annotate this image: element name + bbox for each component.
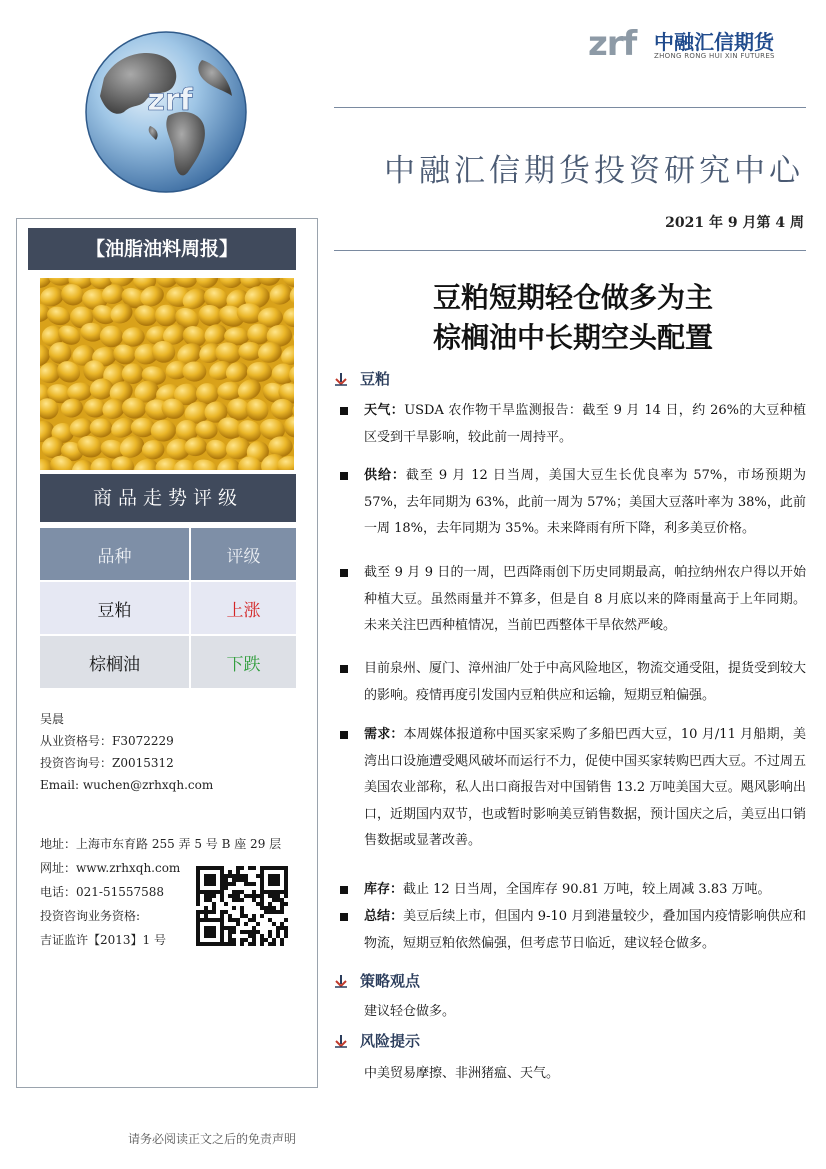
section-strategy-title: 策略观点 xyxy=(334,970,420,991)
qualification-label: 投资咨询业务资格: xyxy=(40,909,141,923)
list-item: 总结：美豆后续上市，但国内 9-10 月到港量较少，叠加国内疫情影响供应和物流，短期豆粕依然偏强，但考虑节日临近，建议轻仓做多。 xyxy=(340,904,806,957)
phone: 电话：021-51557588 xyxy=(40,885,165,899)
section-arrow-icon xyxy=(334,974,348,988)
license-number: 从业资格号：F3072229 xyxy=(40,734,174,748)
list-item: 库存：截止 12 日当周，全国库存 90.81 万吨，较上周减 3.83 万吨。 xyxy=(340,877,806,904)
section-arrow-icon xyxy=(334,372,348,386)
headline-line-1: 豆粕短期轻仓做多为主 xyxy=(432,281,713,314)
list-item: 截至 9 月 9 日的一周，巴西降雨创下历史同期最高，帕拉纳州农户得以开始种植大豆。虽然雨量并不算多，但是自 8 月底以来的降雨量高于上年同期。未来关注巴西种植情况，当前巴西整体干旱依然严峻。 xyxy=(340,560,806,640)
rating-header-rating: 评级 xyxy=(189,528,296,580)
rating-table xyxy=(40,528,296,688)
address: 地址：上海市东育路 255 弄 5 号 B 座 29 层 xyxy=(40,837,282,851)
soybean-photo xyxy=(40,278,294,470)
list-item: 需求：本周媒体报道称中国买家采购了多船巴西大豆，10 月/11 月船期，美湾出口设施遭受飓风破坏而运行不力，促使中国买家转购巴西大豆。不过周五美国农业部称，私人出口商报告对中国销售 13.2 万吨美国大豆。飓风影响出口，近期国内双节，也或暂时影响美豆销售数据，预计国庆之后，美豆出口销售数据或显著改善。 xyxy=(340,722,806,855)
section-risk-title: 风险提示 xyxy=(334,1030,420,1051)
header-divider-top xyxy=(334,107,806,108)
qr-code xyxy=(196,866,288,946)
brand-name-cn: 中融汇信期货 xyxy=(654,30,774,54)
rating-value: 上涨 xyxy=(189,580,296,634)
globe-mark: zrf xyxy=(147,83,193,118)
report-type-banner: 【油脂油料周报】 xyxy=(28,228,296,270)
qualification-number: 吉证监许【2013】1 号 xyxy=(40,933,166,947)
brand-logo-mark: zrf xyxy=(588,24,637,64)
section-arrow-icon xyxy=(334,1034,348,1048)
report-headline xyxy=(340,278,806,358)
section-soymeal-title: 豆粕 xyxy=(334,368,390,389)
table-row xyxy=(40,580,296,634)
commodity-name: 豆粕 xyxy=(40,580,189,634)
analyst-contact xyxy=(40,708,213,796)
headline-line-2: 棕榈油中长期空头配置 xyxy=(432,321,713,354)
rating-title: 商品走势评级 xyxy=(40,474,296,522)
brand-name-en: ZHONG RONG HUI XIN FUTURES xyxy=(654,52,775,60)
risk-text: 中美贸易摩擦、非洲猪瘟、天气。 xyxy=(364,1066,560,1081)
table-row xyxy=(40,634,296,688)
header-divider-bottom xyxy=(334,250,806,251)
list-item: 供给：截至 9 月 12 日当周，美国大豆生长优良率为 57%，市场预期为 57%，去年同期为 63%，此前一周为 57%；美国大豆落叶率为 38%，此前一周 18%，去年同期为 35%。未来降雨有所下降，利多美豆价格。 xyxy=(340,463,806,543)
list-item: 天气：USDA 农作物干旱监测报告：截至 9 月 14 日，约 26%的大豆种植区受到干旱影响，较此前一周持平。 xyxy=(340,398,806,451)
rating-value: 下跌 xyxy=(189,634,296,688)
website: 网址：www.zrhxqh.com xyxy=(40,861,181,875)
rating-header-commodity: 品种 xyxy=(40,528,189,580)
research-center-title: 中融汇信期货投资研究中心 xyxy=(384,153,804,189)
advisory-number: 投资咨询号：Z0015312 xyxy=(40,756,174,770)
analyst-name: 吴晨 xyxy=(40,712,65,726)
issue-date: 2021 年 9 月第 4 周 xyxy=(665,215,804,231)
email-address: Email: wuchen@zrhxqh.com xyxy=(40,778,214,792)
strategy-text: 建议轻仓做多。 xyxy=(364,1004,456,1019)
list-item: 目前泉州、厦门、漳州油厂处于中高风险地区，物流交通受阻，提货受到较大的影响。疫情再度引发国内豆粕供应和运输，短期豆粕偏强。 xyxy=(340,656,806,709)
commodity-name: 棕榈油 xyxy=(40,634,189,688)
globe-logo xyxy=(84,30,248,194)
footer-disclaimer: 请务必阅读正文之后的免责声明 xyxy=(128,1132,297,1146)
